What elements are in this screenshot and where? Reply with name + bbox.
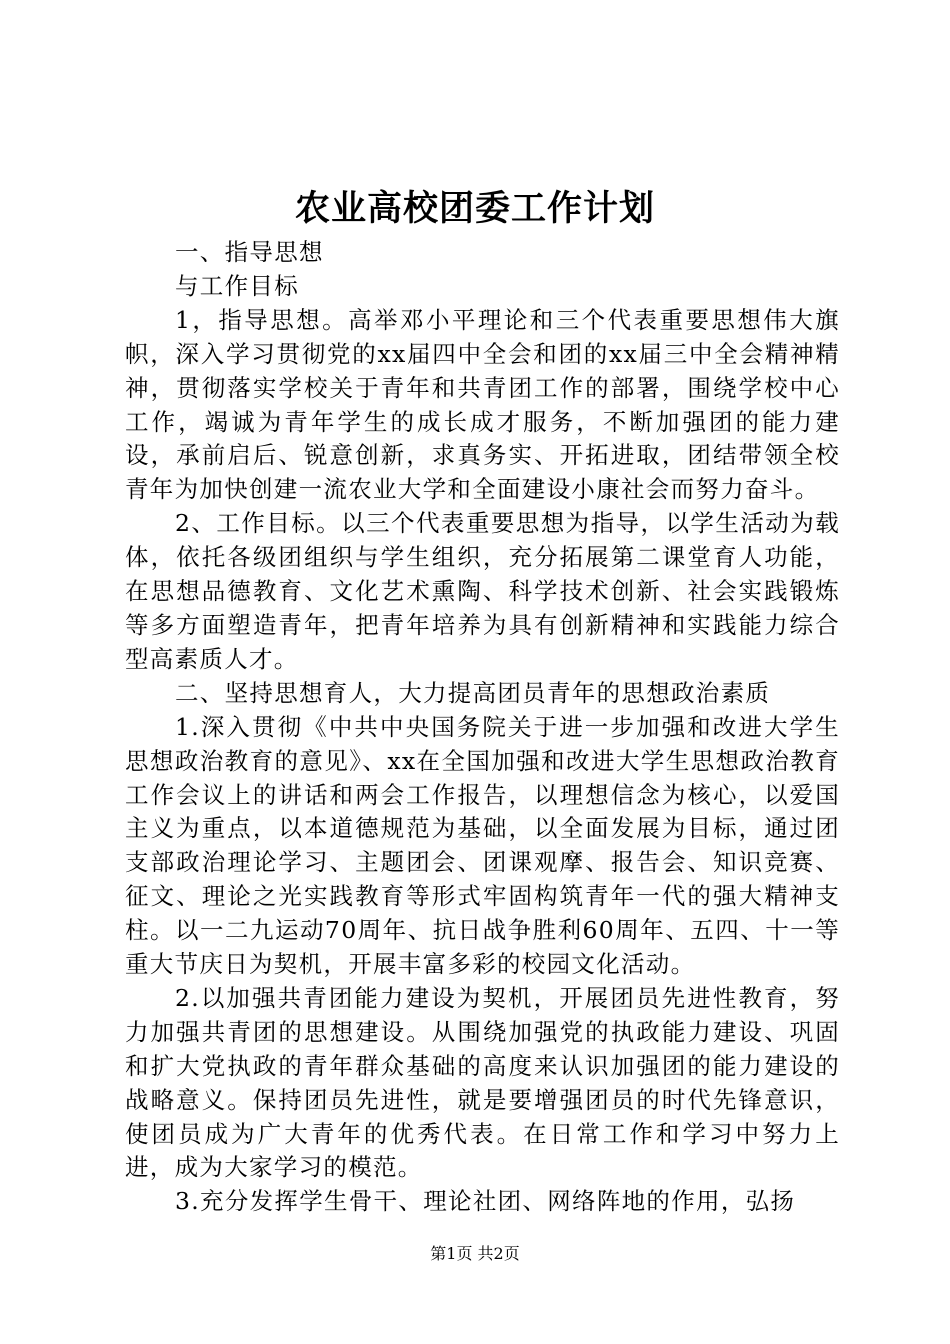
paragraph: 2.以加强共青团能力建设为契机，开展团员先进性教育，努力加强共青团的思想建设。从围绕加强党的执政能力建设、巩固和扩大党执政的青年群众基础的高度来认识加强团的能力建设的战略意义。保持团员先进性，就是要增强团员的时代先锋意识，使团员成为广大青年的优秀代表。在日常工作和学习中努力上进，成为大家学习的模范。 [125,983,840,1182]
section-heading-continuation: 与工作目标 [175,271,299,300]
paragraph: 3.充分发挥学生骨干、理论社团、网络阵地的作用，弘扬 [175,1187,796,1216]
paragraph: 2、工作目标。以三个代表重要思想为指导，以学生活动为载体，依托各级团组织与学生组织，充分拓展第二课堂育人功能，在思想品德教育、文化艺术熏陶、科学技术创新、社会实践锻炼等多方面塑造青年，把青年培养为具有创新精神和实践能力综合型高素质人才。 [125,509,840,673]
paragraph: 1.深入贯彻《中共中央国务院关于进一步加强和改进大学生思想政治教育的意见》、xx在全国加强和改进大学生思想政治教育工作会议上的讲话和两会工作报告，以理想信念为核心，以爱国主义为重点，以本道德规范为基础，以全面发展为目标，通过团支部政治理论学习、主题团会、团课观摩、报告会、知识竞赛、征文、理论之光实践教育等形式牢固构筑青年一代的强大精神支柱。以一二九运动70周年、抗日战争胜利60周年、五四、十一等重大节庆日为契机，开展丰富多彩的校园文化活动。 [125,712,840,979]
document-title: 农业高校团委工作计划 [294,188,655,229]
page-number-footer: 第1页 共2页 [430,1244,520,1263]
paragraph: 1，指导思想。高举邓小平理论和三个代表重要思想伟大旗帜，深入学习贯彻党的xx届四中全会和团的xx届三中全会精神精神，贯彻落实学校关于青年和共青团工作的部署，围绕学校中心工作，竭诚为青年学生的成长成才服务，不断加强团的能力建设，承前启后、锐意创新，求真务实、开拓进取，团结带领全校青年为加快创建一流农业大学和全面建设小康社会而努力奋斗。 [125,305,840,504]
section-heading: 二、坚持思想育人，大力提高团员青年的思想政治素质 [175,678,771,707]
section-heading: 一、指导思想 [175,238,324,266]
document-body [125,236,840,1219]
